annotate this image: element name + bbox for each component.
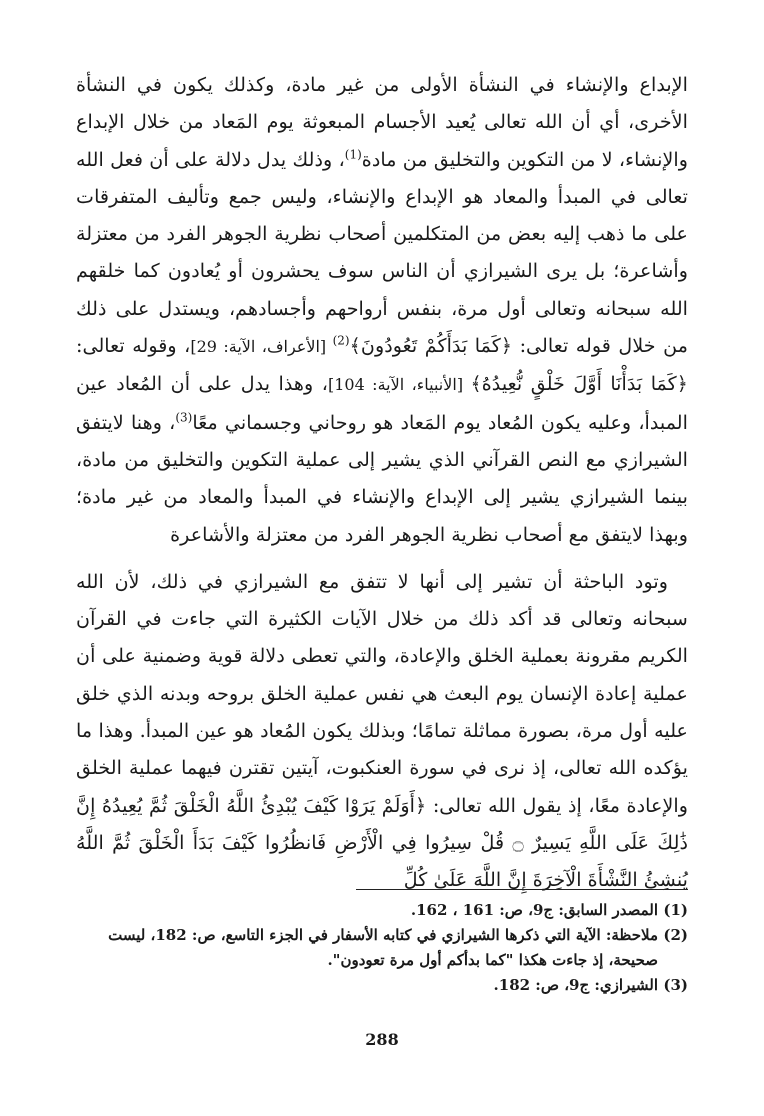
paragraph-1-part-c: ، وقوله تعالى: [76, 334, 191, 358]
footnote-1-marker[interactable]: (1) [344, 147, 362, 162]
footnote-2-marker[interactable]: (2) [332, 333, 350, 348]
footnote-text: ملاحظة: الآية التي ذكرها الشيرازي في كتابه الأسفار في الجزء التاسع، ص: 182، ليست صحيحة، إذ جاءت هكذا "كما بدأكم أول مرة تعودون". [108, 926, 658, 969]
footnotes [80, 898, 688, 998]
footnote-1 [80, 898, 688, 923]
quran-verse-anbiya: ﴿كَمَا بَدَأْنَا أَوَّلَ خَلْقٍ نُّعِيدُهُ﴾ [470, 372, 689, 396]
paragraph-1 [76, 66, 688, 553]
page-number: 288 [365, 1030, 399, 1049]
footnote-2 [80, 923, 688, 973]
quran-verse-araf: ﴿كَمَا بَدَأَكُمْ تَعُودُونَ﴾ [349, 334, 513, 358]
verse-reference-anbiya: [الأنبياء، الآية: 104] [327, 375, 471, 395]
main-text [76, 66, 688, 899]
verse-reference-araf: [الأعراف، الآية: 29] [190, 337, 333, 357]
footnote-number: (1) [663, 901, 688, 919]
paragraph-2-text: وتود الباحثة أن تشير إلى أنها لا تتفق مع الشيرازي في ذلك، لأن الله سبحانه وتعالى قد أكد ذلك من خلال الآيات الكثيرة التي جاءت في القرآن الكريم مقرونة بعملية الخلق والإعادة، والتي تعطى دلالة قوية وضمنية على أن عملية إعادة الإنسان يوم البعث هي نفس عملية الخلق بروحه وبدنه الذي خلق عليه أول مرة، بصورة مماثلة تمامًا؛ وبذلك يكون المُعاد هو عين المبدأ. وهذا ما يؤكده الله تعالى، إذ نرى في سورة العنكبوت، آيتين تقترن فيهما عملية الخلق والإعادة معًا، إذ يقول الله تعالى: [76, 569, 688, 817]
paragraph-1-part-d: ، وهذا يدل على أن المُعاد عين المبدأ، وعليه يكون المُعاد يوم المَعاد هو روحاني وجسماني معًا [76, 372, 688, 434]
footnote-number: (3) [663, 976, 688, 994]
paragraph-1-part-e: ، وهنا لايتفق الشيرازي مع النص القرآني الذي يشير إلى عملية التكوين والتخليق من مادة، بينما الشيرازي يشير إلى الإبداع والإنشاء في المبدأ والمعاد من غير مادة؛ وبهذا لايتفق مع أصحاب نظرية الجوهر الفرد من معتزلة والأشاعرة [76, 410, 688, 546]
paragraph-1-part-a: الإبداع والإنشاء في النشأة الأولى من غير مادة، وكذلك يكون في النشأة الأخرى، أي أن الله تعالى يُعيد الأجسام المبعوثة يوم المَعاد من خلال الإبداع والإنشاء، لا من التكوين والتخليق من مادة [76, 73, 688, 171]
footnote-text: الشيرازي: ج9، ص: 182. [493, 976, 658, 994]
footnote-text: المصدر السابق: ج9، ص: 161 ، 162. [410, 901, 658, 919]
footnote-3 [80, 973, 688, 998]
footnote-3-marker[interactable]: (3) [175, 410, 193, 425]
footnote-number: (2) [663, 926, 688, 944]
footnote-separator [356, 889, 688, 890]
paragraph-1-part-b: ، وذلك يدل دلالة على أن فعل الله تعالى في المبدأ والمعاد هو الإبداع والإنشاء، وليس جمع وتأليف المتفرقات على ما ذهب إليه بعض من المتكلمين أصحاب نظرية الجوهر الفرد من معتزلة وأشاعرة؛ بل يرى الشيرازي أن الناس سوف يحشرون أو يُعادون كما خلقهم الله سبحانه وتعالى أول مرة، بنفس أرواحهم وأجسادهم، ويستدل على ذلك من خلال قوله تعالى: [76, 147, 688, 358]
paragraph-2 [76, 563, 688, 899]
quran-verse-ankabut: ﴿أَوَلَمْ يَرَوْا كَيْفَ يُبْدِئُ اللَّهُ الْخَلْقَ ثُمَّ يُعِيدُهُ إِنَّ ذَٰلِكَ عَلَى اللَّهِ يَسِيرٌ ۝ قُلْ سِيرُوا فِي الْأَرْضِ فَانظُرُوا كَيْفَ بَدَأَ الْخَلْقَ ثُمَّ اللَّهُ يُنشِئُ النَّشْأَةَ الْآخِرَةَ إِنَّ اللَّهَ عَلَىٰ كُلِّ [76, 793, 688, 892]
